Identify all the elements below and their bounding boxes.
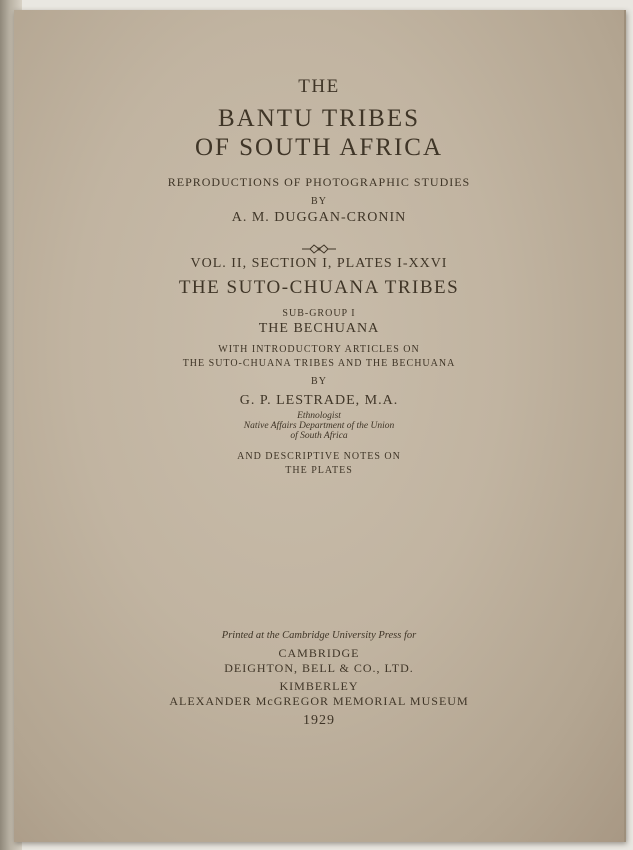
subtitle: REPRODUCTIONS OF PHOTOGRAPHIC STUDIES [167,175,471,189]
notes-line-2: THE PLATES [285,465,353,476]
contributor-role-1: Ethnologist [297,411,341,421]
title-the: THE [298,76,340,97]
contributor: G. P. LESTRADE, M.A. [239,393,399,408]
publication-year: 1929 [303,713,335,728]
contributor-role-3: of South Africa [290,431,348,441]
intro-line-1: WITH INTRODUCTORY ARTICLES ON [218,344,420,355]
printed-by: Printed at the Cambridge University Press for [221,630,417,641]
publisher-1-name: DEIGHTON, BELL & CO., LTD. [224,661,414,675]
contributor-role-2: Native Affairs Department of the Union [243,421,395,431]
volume-line: VOL. II, SECTION I, PLATES I-XXVI [190,256,448,271]
title-of-south-africa: OF SOUTH AFRICA [194,134,444,161]
title-bantu-tribes: BANTU TRIBES [217,105,421,132]
notes-line-1: AND DESCRIPTIVE NOTES ON [237,451,401,462]
publisher-1-city: CAMBRIDGE [278,646,360,660]
subgroup-label: SUB-GROUP I [282,308,356,319]
by-label-2: BY [311,376,327,387]
book-cover [14,10,626,842]
author: A. M. DUGGAN-CRONIN [231,210,407,225]
publisher-2-city: KIMBERLEY [279,679,359,693]
intro-line-2: THE SUTO-CHUANA TRIBES AND THE BECHUANA [182,358,456,369]
by-label: BY [311,196,327,207]
section-title: THE SUTO-CHUANA TRIBES [178,277,460,298]
subgroup-title: THE BECHUANA [258,321,380,336]
publisher-2-name: ALEXANDER McGREGOR MEMORIAL MUSEUM [169,694,469,708]
ornament-fleuron-icon [301,243,337,255]
